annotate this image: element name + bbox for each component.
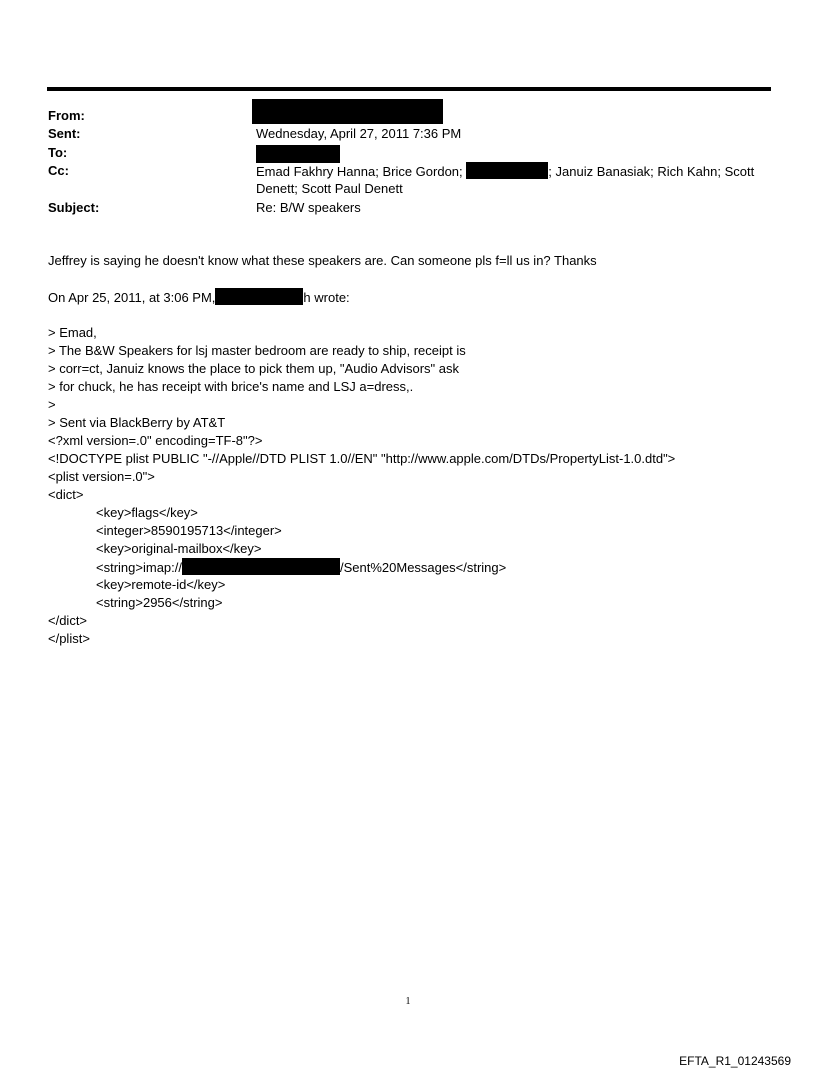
document-id: EFTA_R1_01243569 xyxy=(679,1054,791,1068)
page-number: 1 xyxy=(405,996,411,1007)
dict-open: <dict> xyxy=(48,487,84,502)
cc-part1: Emad Fakhry Hanna; Brice Gordon; xyxy=(256,164,463,179)
plist-open: <plist version=.0"> xyxy=(48,469,155,484)
cc-value-line2: Denett; Scott Paul Denett xyxy=(256,181,403,196)
cc-label: Cc: xyxy=(48,163,69,178)
sent-value: Wednesday, April 27, 2011 7:36 PM xyxy=(256,126,462,141)
wrote-prefix: On Apr 25, 2011, at 3:06 PM, xyxy=(48,290,216,305)
quote-line: > for chuck, he has receipt with brice's name and LSJ a=dress,. xyxy=(48,379,414,394)
subject-label: Subject: xyxy=(48,200,100,215)
quote-line: > Sent via BlackBerry by AT&T xyxy=(48,415,226,430)
from-label: From: xyxy=(48,108,85,123)
wrote-suffix: h wrote: xyxy=(303,290,350,305)
plist-close: </plist> xyxy=(48,631,90,646)
quote-line: > The B&W Speakers for lsj master bedroom are ready to ship, receipt is xyxy=(48,343,466,358)
key-mailbox: <key>original-mailbox</key> xyxy=(96,541,262,556)
string-imap xyxy=(96,558,506,577)
integer-flags: <integer>8590195713</integer> xyxy=(96,523,282,538)
doctype-line: <!DOCTYPE plist PUBLIC "-//Apple//DTD PLIST 1.0//EN" "http://www.apple.com/DTDs/PropertyList-1.0.dtd"> xyxy=(48,451,676,466)
wrote-line xyxy=(48,288,350,307)
sender-redaction xyxy=(215,288,303,305)
to-label: To: xyxy=(48,145,68,160)
header-rule xyxy=(47,87,771,91)
cc-value-line1 xyxy=(256,162,754,181)
quote-line: > corr=ct, Januiz knows the place to pick them up, "Audio Advisors" ask xyxy=(48,361,459,376)
key-flags: <key>flags</key> xyxy=(96,505,198,520)
to-redaction xyxy=(256,145,340,163)
string-remote-id: <string>2956</string> xyxy=(96,595,223,610)
sent-label: Sent: xyxy=(48,126,81,141)
from-redaction xyxy=(252,99,443,124)
quote-line: > Emad, xyxy=(48,325,97,340)
imap-suffix: /Sent%20Messages</string> xyxy=(340,560,507,575)
cc-part2: ; Januiz Banasiak; Rich Kahn; Scott xyxy=(548,164,755,179)
imap-prefix: <string>imap:// xyxy=(96,560,182,575)
cc-redaction xyxy=(466,162,548,179)
subject-value: Re: B/W speakers xyxy=(256,200,361,215)
dict-close: </dict> xyxy=(48,613,88,628)
xml-declaration: <?xml version=.0" encoding=TF-8"?> xyxy=(48,433,263,448)
message-text: Jeffrey is saying he doesn't know what these speakers are. Can someone pls f=ll us in? Thanks xyxy=(48,253,597,268)
imap-redaction xyxy=(182,558,340,575)
quote-line: > xyxy=(48,397,56,412)
key-remote-id: <key>remote-id</key> xyxy=(96,577,226,592)
